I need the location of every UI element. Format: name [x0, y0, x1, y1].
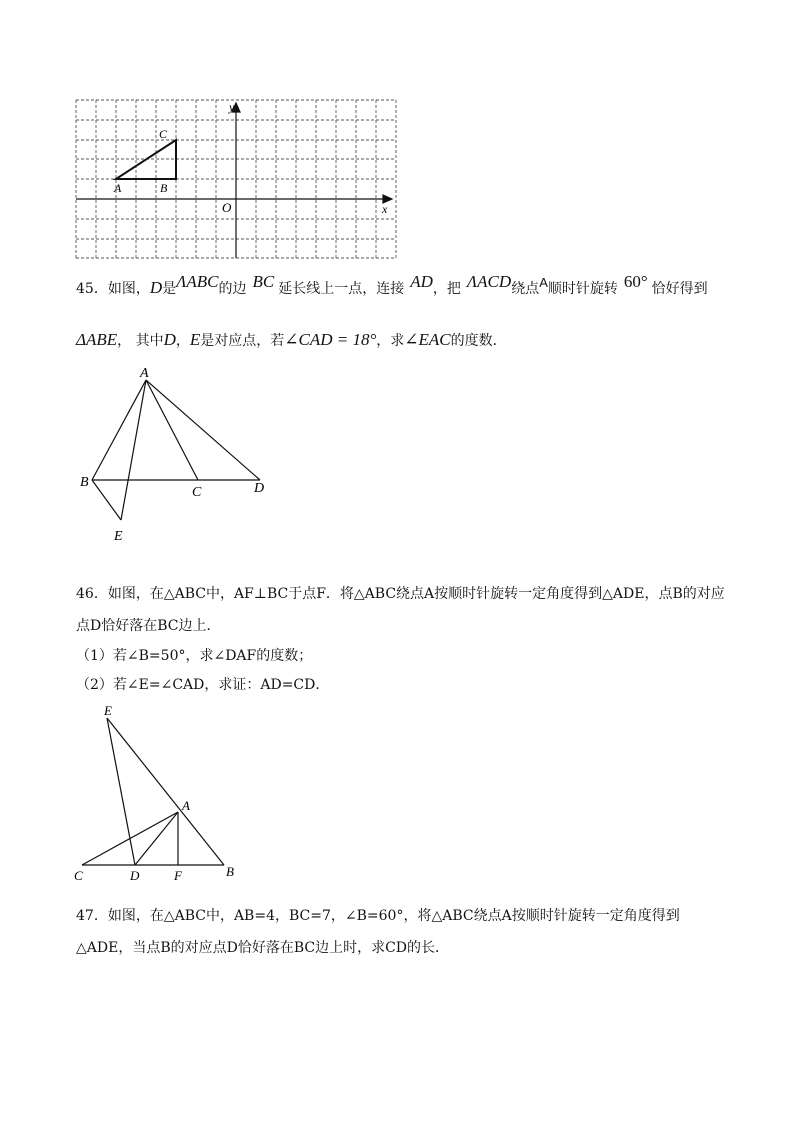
- q45-fig-label-b: B: [80, 475, 89, 490]
- q45-triangle-abc: ΛABC: [176, 272, 219, 291]
- question-46-line1: 46．如图，在△ABC中，AF⊥BC于点F．将△ABC绕点A按顺时针旋转一定角度得到△ADE，点B的对应: [76, 586, 725, 602]
- question-46-line2: 点D恰好落在BC边上．: [76, 618, 221, 634]
- q45-text: ，: [175, 333, 190, 349]
- q46-fig-label-e: E: [104, 703, 112, 718]
- q45-text: ，把: [432, 281, 461, 297]
- q45-text: 绕点: [511, 281, 540, 297]
- question-45-line2: [76, 330, 507, 351]
- question-46-sub2: （2）若∠E=∠CAD，求证：AD=CD．: [76, 677, 330, 693]
- q45-fig-label-e: E: [114, 529, 123, 544]
- question-47-line1: 47．如图，在△ABC中，AB=4，BC=7，∠B=60°，将△ABC绕点A按顺时针旋转一定角度得到: [76, 908, 680, 924]
- origin-label: O: [222, 200, 232, 215]
- question-45-line1: [76, 272, 708, 299]
- x-axis-label: x: [382, 202, 388, 216]
- q45-text: 的边: [218, 281, 247, 297]
- q45-fig-label-c: C: [192, 485, 202, 500]
- point-c-label: C: [159, 127, 168, 141]
- q46-fig-label-c: C: [74, 868, 83, 883]
- q45-point-a: A: [539, 275, 548, 290]
- question-47-line2: △ADE，当点B的对应点D恰好落在BC边上时，求CD的长．: [76, 940, 450, 956]
- q45-angle-60: 60°: [623, 272, 648, 291]
- q45-number: 45．如图，: [76, 281, 150, 297]
- question-46-sub1: （1）若∠B=50°，求∠DAF的度数；: [76, 648, 313, 664]
- q45-figure: [78, 362, 278, 547]
- q45-point-d: D: [163, 330, 176, 349]
- point-a-label: A: [114, 181, 122, 195]
- point-b-label: B: [160, 181, 168, 195]
- q45-text: 恰好得到: [651, 281, 708, 297]
- q45-text: 是对应点，若: [200, 333, 285, 349]
- q45-text: 顺时针旋转: [547, 281, 618, 297]
- q46-fig-label-b: B: [226, 864, 234, 879]
- q45-fig-label-a: A: [140, 366, 149, 381]
- q45-point-e: E: [189, 330, 201, 349]
- q45-text: 是: [162, 281, 177, 297]
- q45-triangle-acd: ΛACD: [466, 272, 512, 291]
- q45-text: 的度数．: [450, 333, 507, 349]
- q45-point-d: D: [149, 278, 163, 297]
- q45-text: ， 其中: [117, 333, 164, 349]
- q46-figure: [70, 700, 250, 885]
- q45-text: 延长线上一点，连接: [278, 281, 405, 297]
- q45-condition: ∠CAD = 18°: [284, 330, 377, 349]
- q45-segment-bc: BC: [252, 272, 275, 291]
- q45-segment-ad: AD: [410, 272, 433, 291]
- grid-figure: [70, 95, 400, 263]
- q45-text: ，求: [376, 333, 405, 349]
- q46-fig-label-a: A: [182, 798, 190, 813]
- q45-angle-eac: ∠EAC: [404, 330, 451, 349]
- q45-triangle-abe: ΔABE: [76, 330, 118, 349]
- q45-fig-label-d: D: [254, 481, 265, 496]
- q46-fig-label-f: F: [174, 868, 182, 883]
- y-axis-label: y: [229, 100, 235, 114]
- q46-fig-label-d: D: [130, 868, 140, 883]
